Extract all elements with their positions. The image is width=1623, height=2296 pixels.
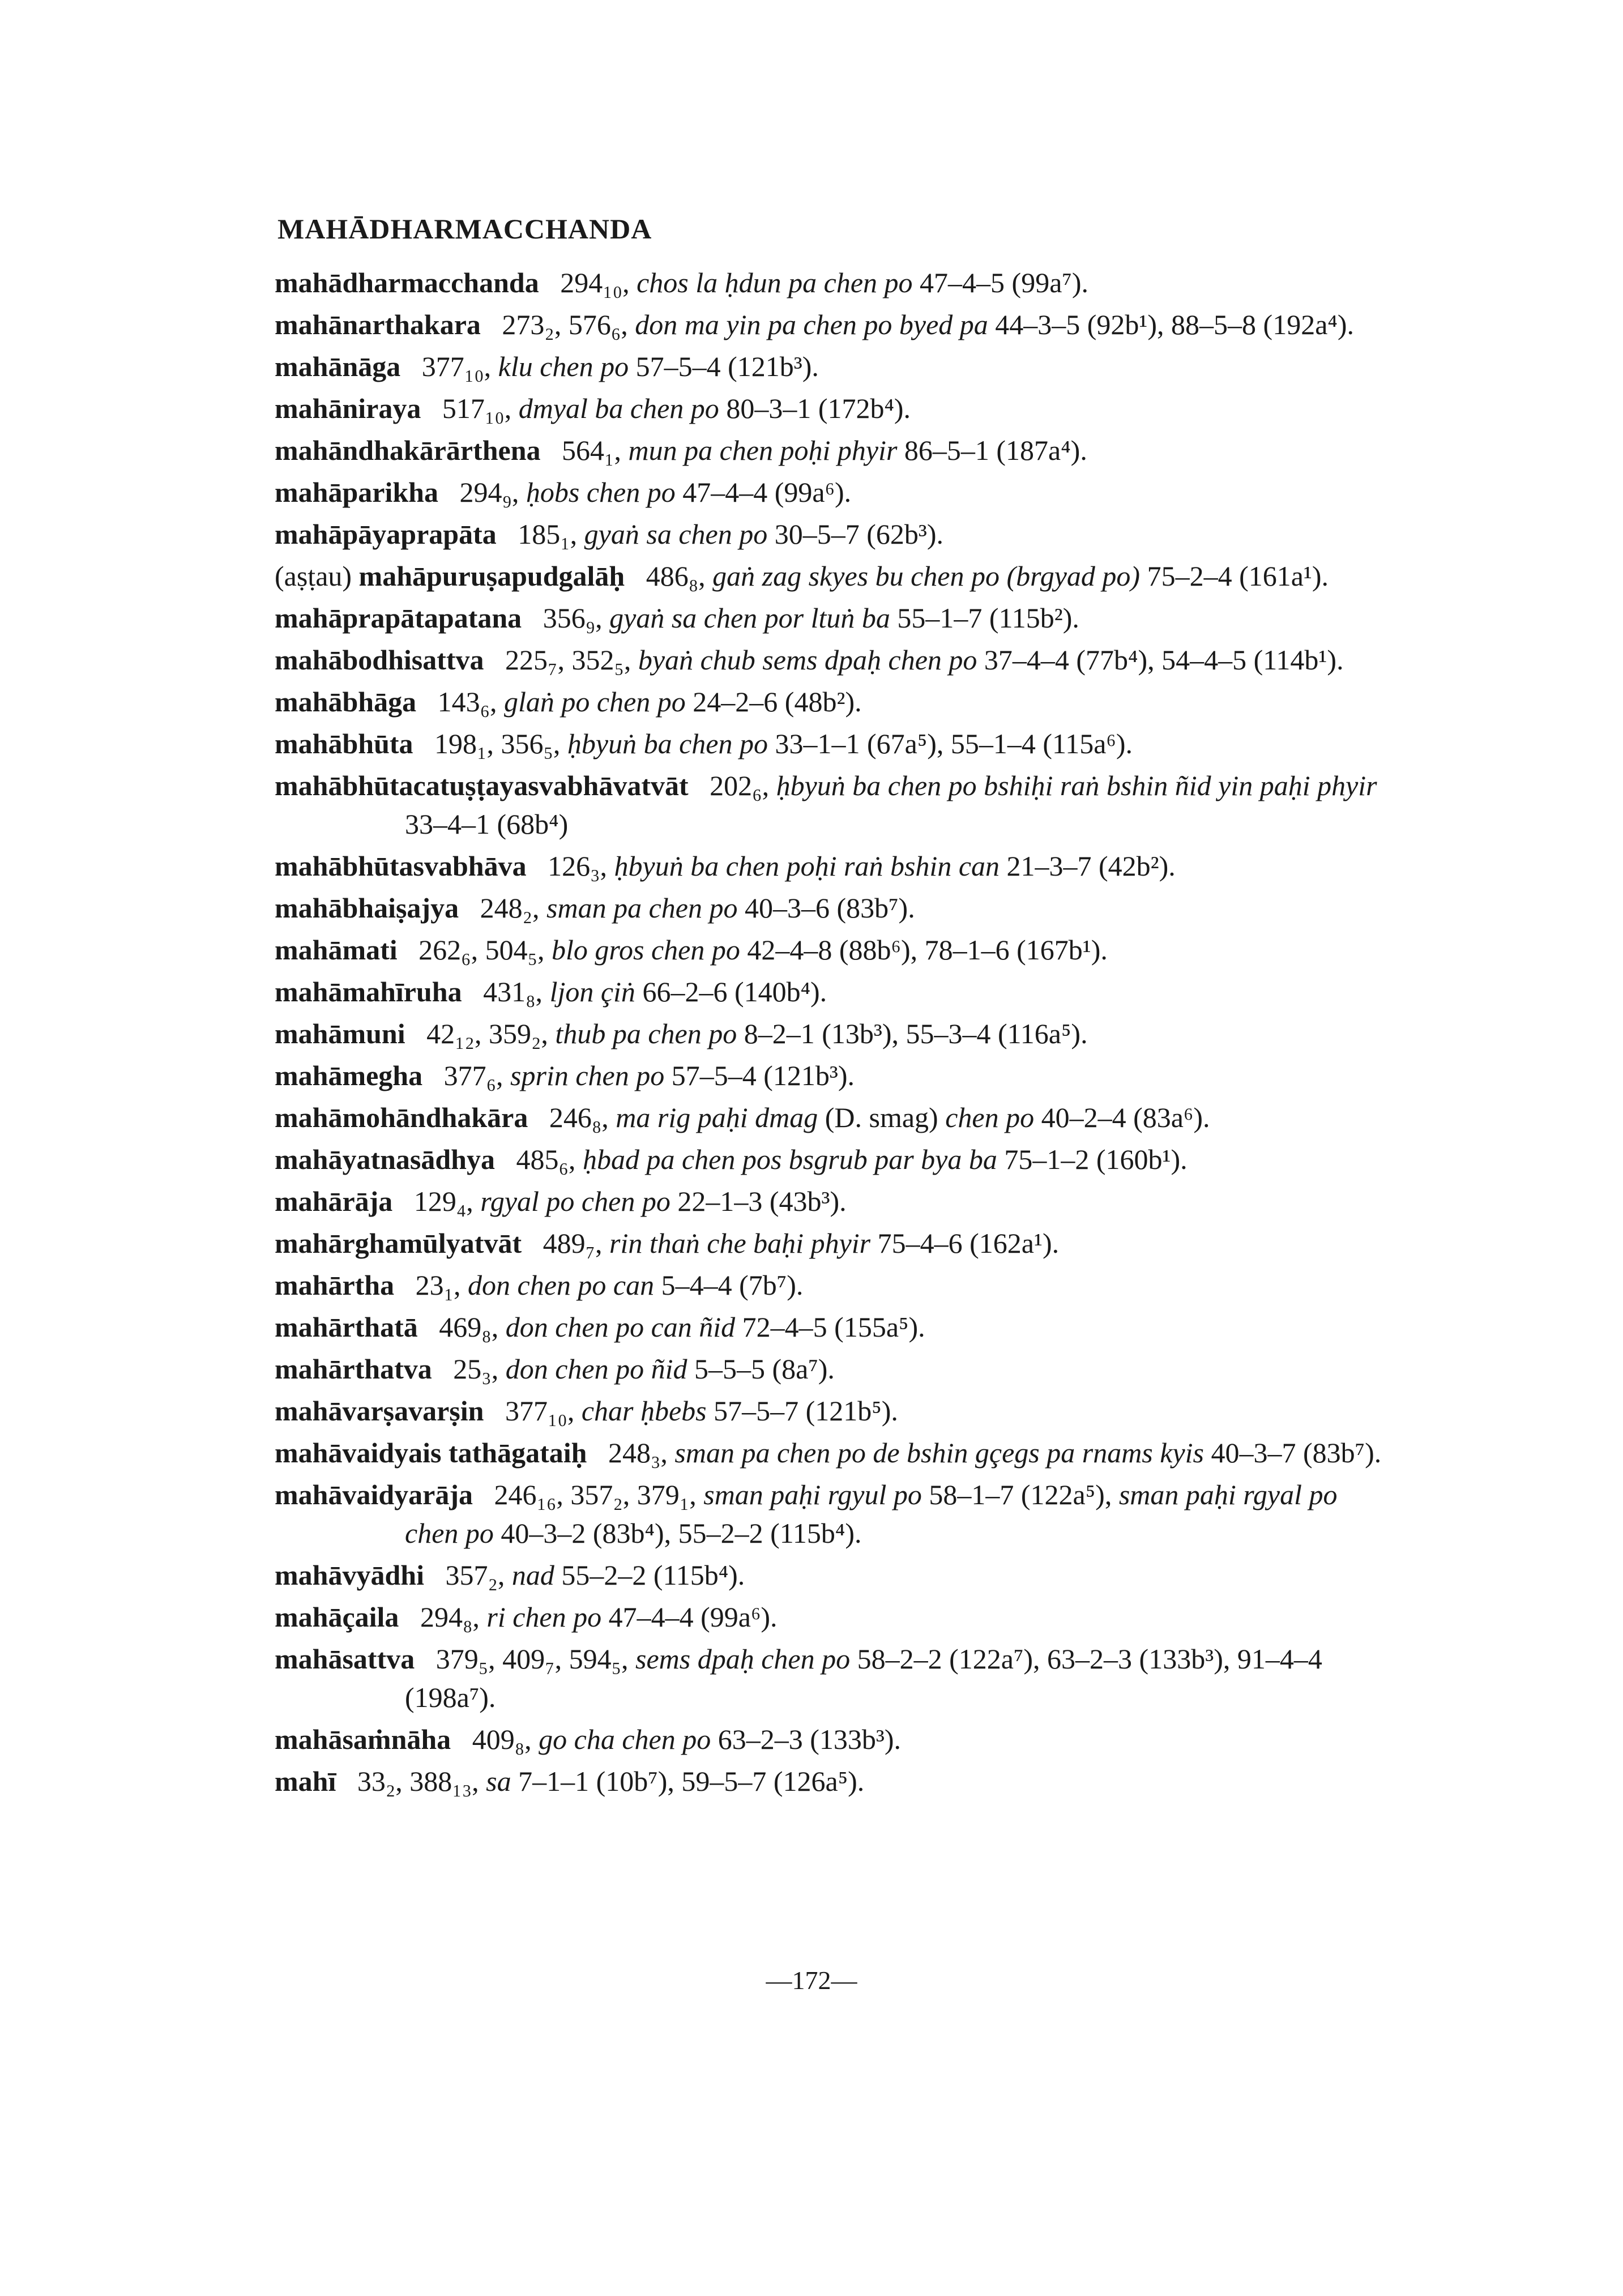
dictionary-entry	[275, 766, 1385, 843]
entry-location: 57–5–4 (121b³).	[635, 351, 819, 382]
entry-references: 42₁₂, 359₂,	[426, 1018, 548, 1049]
entry-location: 40–3–2 (83b⁴), 55–2–2 (115b⁴).	[501, 1517, 862, 1549]
dictionary-entry	[275, 557, 1385, 595]
entry-headword: mahāniraya	[275, 392, 421, 424]
entry-headword: mahāmuni	[275, 1018, 405, 1049]
entry-location: 63–2–3 (133b³).	[717, 1723, 901, 1755]
entry-tibetan: sems dpaḥ chen po	[635, 1643, 851, 1675]
entry-location: 47–4–4 (99a⁶).	[682, 476, 852, 508]
entry-references: 202₆,	[710, 770, 770, 801]
entry-tibetan: sman pa chen po	[546, 892, 738, 924]
entry-references: 469₈,	[439, 1311, 499, 1343]
entry-location: 24–2–6 (48b²).	[693, 686, 862, 718]
entry-location: 58–2–2 (122a⁷), 63–2–3 (133b³), 91–4–4 (198a⁷).	[405, 1643, 1322, 1713]
entry-location: 75–1–2 (160b¹).	[1004, 1143, 1188, 1175]
entry-references: 23₁,	[415, 1269, 461, 1301]
dictionary-entry	[275, 1182, 1385, 1220]
entry-location: 33–4–1 (68b⁴)	[405, 808, 569, 840]
dictionary-entry	[275, 847, 1385, 885]
entry-location: 42–4–8 (88b⁶), 78–1–6 (167b¹).	[747, 934, 1108, 966]
entry-tibetan: nad	[511, 1559, 554, 1591]
entry-references: 486₈,	[646, 560, 706, 592]
entry-references: 225₇, 352₅,	[505, 644, 631, 676]
entry-list	[275, 263, 1385, 1804]
dictionary-entry	[275, 431, 1385, 470]
entry-headword: mahāmahīruha	[275, 976, 462, 1008]
entry-headword: mahārtha	[275, 1269, 395, 1301]
entry-references: 409₈,	[472, 1723, 532, 1755]
entry-tibetan: ḥbyuṅ ba chen po bshiḥi raṅ bshin ñid yin paḥi phyir	[776, 770, 1377, 801]
dictionary-entry	[275, 1140, 1385, 1179]
entry-tibetan: blo gros chen po	[552, 934, 740, 966]
entry-references: 273₂, 576₆,	[502, 309, 628, 340]
entry-references: 262₆, 504₅,	[418, 934, 545, 966]
dictionary-entry	[275, 1556, 1385, 1594]
dictionary-entry	[275, 263, 1385, 302]
dictionary-entry	[275, 641, 1385, 679]
entry-references: 129₄,	[413, 1185, 473, 1217]
entry-tibetan: ḥbad pa chen pos bsgrub par bya ba	[582, 1143, 997, 1175]
dictionary-entry	[275, 473, 1385, 511]
entry-location: 33–1–1 (67a⁵), 55–1–4 (115a⁶).	[775, 728, 1133, 759]
entry-location: 5–5–5 (8a⁷).	[694, 1353, 835, 1385]
entry-tibetan: ma rig paḥi dmag	[616, 1102, 818, 1133]
entry-headword: mahābhūtacatuṣṭayasvabhāvatvāt	[275, 770, 689, 801]
entry-headword: mahāyatnasādhya	[275, 1143, 495, 1175]
dictionary-entry	[275, 1392, 1385, 1430]
entry-tibetan: don chen po can ñid	[505, 1311, 736, 1343]
dictionary-entry	[275, 1098, 1385, 1137]
entry-tibetan: mun pa chen poḥi phyir	[628, 434, 898, 466]
dictionary-entry	[275, 389, 1385, 428]
entry-headword: mahāvaidyais tathāgataiḥ	[275, 1437, 587, 1469]
entry-tibetan: glaṅ po chen po	[504, 686, 686, 718]
dictionary-entry	[275, 682, 1385, 721]
dictionary-entry	[275, 1350, 1385, 1388]
entry-tibetan: rin thaṅ che baḥi phyir	[609, 1227, 871, 1259]
entry-references: 185₁,	[518, 518, 578, 550]
entry-tibetan: sman paḥi rgyal po chen po	[405, 1479, 1338, 1549]
entry-references: 246₈,	[549, 1102, 609, 1133]
entry-location: 57–5–7 (121b⁵).	[714, 1395, 898, 1427]
entry-location: 55–2–2 (115b⁴).	[561, 1559, 745, 1591]
entry-headword: mahāvyādhi	[275, 1559, 424, 1591]
entry-location: 66–2–6 (140b⁴).	[642, 976, 827, 1008]
entry-location: 5–4–4 (7b⁷).	[661, 1269, 804, 1301]
entry-location: 40–3–7 (83b⁷).	[1211, 1437, 1382, 1469]
dictionary-entry	[275, 1762, 1385, 1800]
entry-tibetan: gaṅ zag skyes bu chen po (brgyad po)	[712, 560, 1141, 592]
entry-headword: mahābodhisattva	[275, 644, 484, 676]
entry-location: 86–5–1 (187a⁴).	[904, 434, 1087, 466]
entry-tibetan: sprin chen po	[510, 1060, 665, 1091]
entry-location: 30–5–7 (62b³).	[774, 518, 944, 550]
entry-headword: mahāsattva	[275, 1643, 415, 1675]
entry-headword: mahābhūtasvabhāva	[275, 850, 527, 882]
entry-headword: mahābhaiṣajya	[275, 892, 459, 924]
entry-headword: mahārthatva	[275, 1353, 432, 1385]
entry-references: 25₃,	[453, 1353, 499, 1385]
entry-location: 57–5–4 (121b³).	[671, 1060, 855, 1091]
entry-location: 40–3–6 (83b⁷).	[744, 892, 915, 924]
entry-location: 7–1–1 (10b⁷), 59–5–7 (126a⁵).	[518, 1765, 865, 1797]
entry-tibetan: ri chen po	[486, 1601, 602, 1633]
dictionary-entry	[275, 724, 1385, 763]
dictionary-entry	[275, 1433, 1385, 1472]
entry-headword: mahāvarṣavarṣin	[275, 1395, 484, 1427]
dictionary-entry	[275, 515, 1385, 553]
entry-references: 379₅, 409₇, 594₅,	[435, 1643, 629, 1675]
dictionary-entry	[275, 1475, 1385, 1552]
dictionary-entry	[275, 1640, 1385, 1717]
dictionary-entry	[275, 1308, 1385, 1346]
dictionary-entry	[275, 972, 1385, 1011]
entry-location: 72–4–5 (155a⁵).	[742, 1311, 925, 1343]
entry-headword: mahāpuruṣapudgalāḥ	[358, 560, 625, 592]
entry-references: 485₆,	[516, 1143, 576, 1175]
entry-location: 75–2–4 (161a¹).	[1147, 560, 1329, 592]
entry-references: 357₂,	[445, 1559, 505, 1591]
entry-tibetan: dmyal ba chen po	[518, 392, 719, 424]
entry-references: 198₁, 356₅,	[434, 728, 561, 759]
entry-tibetan: rgyal po chen po	[480, 1185, 670, 1217]
entry-tibetan: sman pa chen po de bshin gçegs pa rnams kyis	[674, 1437, 1205, 1469]
dictionary-entry	[275, 931, 1385, 969]
entry-location: 75–4–6 (162a¹).	[877, 1227, 1060, 1259]
dictionary-entry	[275, 347, 1385, 386]
entry-headword: mahānarthakara	[275, 309, 481, 340]
entry-location: 47–4–5 (99a⁷).	[920, 267, 1088, 298]
entry-tibetan: byaṅ chub sems dpaḥ chen po	[638, 644, 977, 676]
entry-tibetan: go cha chen po	[539, 1723, 711, 1755]
entry-references: 489₇,	[543, 1227, 603, 1259]
entry-tibetan: ḥbyuṅ ba chen po	[567, 728, 768, 759]
page-header: MAHĀDHARMACCHANDA	[277, 213, 652, 245]
dictionary-entry	[275, 1224, 1385, 1262]
entry-headword: mahābhūta	[275, 728, 413, 759]
entry-headword: mahī	[275, 1765, 336, 1797]
entry-references: 246₁₆, 357₂, 379₁,	[494, 1479, 697, 1510]
entry-headword: mahāvaidyarāja	[275, 1479, 473, 1510]
entry-references: 126₃,	[548, 850, 608, 882]
entry-references: 143₆,	[437, 686, 497, 718]
entry-headword: mahārāja	[275, 1185, 393, 1217]
entry-location: 58–1–7 (122a⁵),	[929, 1479, 1112, 1510]
entry-references: 294₈,	[420, 1601, 480, 1633]
entry-headword: mahāprapātapatana	[275, 602, 522, 634]
entry-location: 22–1–3 (43b³).	[677, 1185, 847, 1217]
entry-references: 33₂, 388₁₃,	[357, 1765, 479, 1797]
entry-location: 55–1–7 (115b²).	[897, 602, 1079, 634]
dictionary-entry	[275, 305, 1385, 344]
entry-references: 431₈,	[483, 976, 543, 1008]
entry-headword: mahānāga	[275, 351, 401, 382]
entry-tibetan: ḥbyuṅ ba chen poḥi raṅ bshin can	[614, 850, 1000, 882]
entry-tibetan: thub pa chen po	[555, 1018, 737, 1049]
entry-location: 80–3–1 (172b⁴).	[726, 392, 911, 424]
entry-headword: mahāmati	[275, 934, 398, 966]
entry-references: 248₃,	[608, 1437, 668, 1469]
entry-headword: mahāsaṁnāha	[275, 1723, 451, 1755]
entry-prefix: (aṣṭau)	[275, 560, 352, 592]
entry-location: 37–4–4 (77b⁴), 54–4–5 (114b¹).	[984, 644, 1344, 676]
entry-references: 294₁₀,	[560, 267, 630, 298]
entry-references: 377₁₀,	[421, 351, 492, 382]
entry-headword: mahāndhakārārthena	[275, 434, 541, 466]
entry-references: 248₂,	[480, 892, 540, 924]
entry-headword: mahāmohāndhakāra	[275, 1102, 528, 1133]
entry-tibetan: char ḥbebs	[581, 1395, 707, 1427]
entry-tibetan: chen po	[945, 1102, 1035, 1133]
entry-headword: mahāpāyaprapāta	[275, 518, 497, 550]
dictionary-entry	[275, 1266, 1385, 1304]
entry-tibetan: chos la ḥdun pa chen po	[637, 267, 913, 298]
entry-tibetan: sa	[486, 1765, 511, 1797]
dictionary-entry	[275, 889, 1385, 927]
entry-headword: mahābhāga	[275, 686, 417, 718]
entry-location: 21–3–7 (42b²).	[1006, 850, 1176, 882]
entry-tibetan: klu chen po	[498, 351, 629, 382]
entry-location: 47–4–4 (99a⁶).	[608, 1601, 778, 1633]
entry-tibetan: gyaṅ sa chen por ltuṅ ba	[609, 602, 890, 634]
entry-headword: mahāmegha	[275, 1060, 423, 1091]
entry-references: 517₁₀,	[442, 392, 512, 424]
entry-references: 294₉,	[459, 476, 519, 508]
entry-location: 8–2–1 (13b³), 55–3–4 (116a⁵).	[744, 1018, 1088, 1049]
entry-references: 356₉,	[543, 602, 603, 634]
dictionary-entry	[275, 1720, 1385, 1759]
entry-tibetan: don chen po ñid	[505, 1353, 687, 1385]
entry-location: 40–2–4 (83a⁶).	[1041, 1102, 1210, 1133]
entry-location: 44–3–5 (92b¹), 88–5–8 (192a⁴).	[995, 309, 1354, 340]
dictionary-entry	[275, 1014, 1385, 1053]
dictionary-entry	[275, 1056, 1385, 1095]
entry-tibetan: gyaṅ sa chen po	[584, 518, 768, 550]
dictionary-entry	[275, 599, 1385, 637]
entry-tibetan: sman paḥi rgyul po	[703, 1479, 922, 1510]
page-number: —172—	[766, 1966, 857, 1995]
entry-references: 377₆,	[443, 1060, 503, 1091]
entry-headword: mahārghamūlyatvāt	[275, 1227, 522, 1259]
entry-references: 564₁,	[562, 434, 621, 466]
dictionary-entry	[275, 1598, 1385, 1636]
entry-tibetan: don ma yin pa chen po byed pa	[635, 309, 988, 340]
entry-tibetan: ljon çiṅ	[549, 976, 635, 1008]
entry-note: (D. smag)	[825, 1102, 938, 1133]
entry-headword: mahāçaila	[275, 1601, 399, 1633]
entry-tibetan: ḥobs chen po	[526, 476, 676, 508]
entry-headword: mahādharmacchanda	[275, 267, 539, 298]
entry-references: 377₁₀,	[505, 1395, 575, 1427]
entry-headword: mahārthatā	[275, 1311, 418, 1343]
entry-tibetan: don chen po can	[468, 1269, 655, 1301]
entry-headword: mahāparikha	[275, 476, 438, 508]
